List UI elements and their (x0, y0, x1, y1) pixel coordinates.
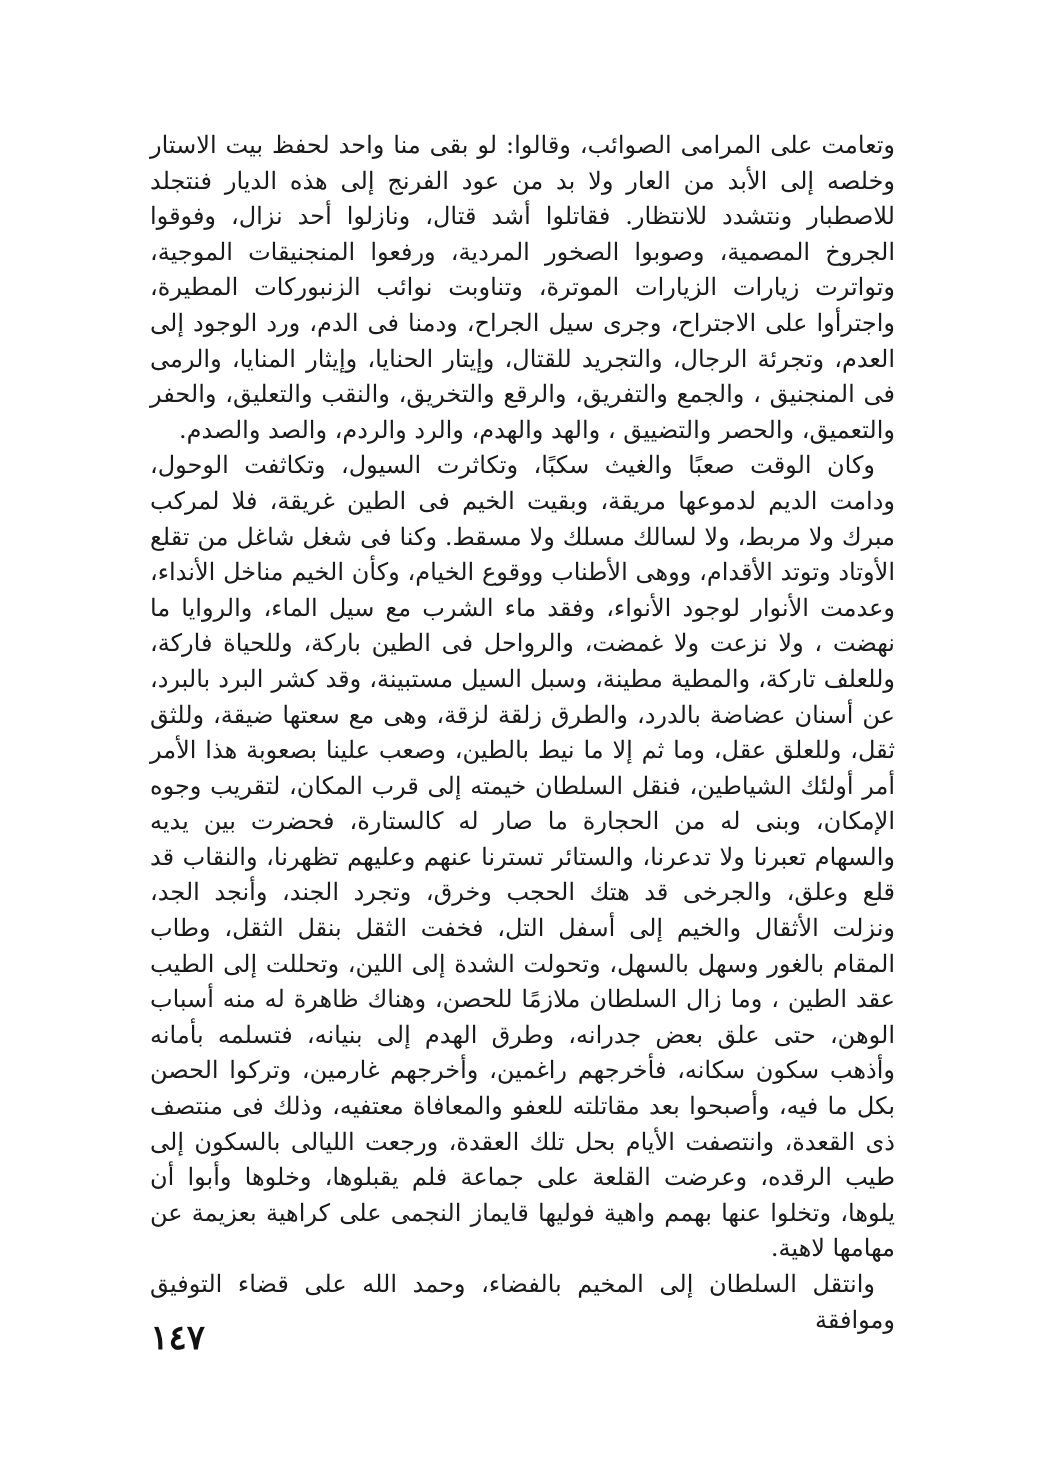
page-number: ١٤٧ (150, 1318, 205, 1358)
paragraph-2: وكان الوقت صعبًا والغيث سكبًا، وتكاثرت السيول، وتكاثفت الوحول، ودامت الديم لدموعها مريقة، وبقيت الخيم فى الطين غريقة، فلا لمركب مبرك ولا مربط، ولا لسالك مسلك ولا مسقط. وكنا فى شغل شاغل من تقلع الأوتاد وتوتد الأقدام، ووهى الأطناب ووقوع الخيام، وكأن الخيم مناخل الأنداء، وعدمت الأنوار لوجود الأنواء، وفقد ماء الشرب مع سيل الماء، والروايا ما نهضت ، ولا نزعت ولا غمضت، والرواحل فى الطين باركة، وللحياة فاركة، وللعلف تاركة، والمطية مطينة، وسبل السيل مستبينة، وقد كشر البرد بالبرد، عن أسنان عضاضة بالدرد، والطرق زلقة لزقة، وهى مع سعتها ضيقة، وللثق ثقل، وللعلق عقل، وما ثم إلا ما نيط بالطين، وصعب علينا بصعوبة هذا الأمر أمر أولئك الشياطين، فنقل السلطان خيمته إلى قرب المكان، لتقريب وجوه الإمكان، وبنى له من الحجارة ما صار له كالستارة، فحضرت بين يديه والسهام تعبرنا ولا تدعرنا، والستائر تسترنا عنهم وعليهم تظهرنا، والنقاب قد قلع وعلق، والجرخى قد هتك الحجب وخرق، وتجرد الجند، وأنجد الجد، ونزلت الأثقال والخيم إلى أسفل التل، فخفت الثقل بنقل الثقل، وطاب المقام بالغور وسهل بالسهل، وتحولت الشدة إلى اللين، وتحللت إلى الطيب عقد الطين ، وما زال السلطان ملازمًا للحصن، وهناك ظاهرة له منه أسباب الوهن، حتى علق بعض جدرانه، وطرق الهدم إلى بنيانه، فتسلمه بأمانه وأذهب سكون سكانه، فأخرجهم راغمين، وأخرجهم غارمين، وتركوا الحصن بكل ما فيه، وأصبحوا بعد مقاتلته للعفو والمعافاة معتفيه، وذلك فى منتصف ذى القعدة، وانتصفت الأيام بحل تلك العقدة، ورجعت الليالى بالسكون إلى طيب الرقده، وعرضت القلعة على جماعة فلم يقبلوها، وخلوها وأبوا أن يلوها، وتخلوا عنها بهمم واهية فوليها قايماز النجمى على كراهية بعزيمة عن مهامها لاهية. (150, 451, 896, 1263)
paragraph-3: وانتقل السلطان إلى المخيم بالفضاء، وحمد الله على قضاء التوفيق وموافقة (150, 1270, 895, 1334)
body-text (150, 128, 895, 1338)
paragraph-1: وتعامت على المرامى الصوائب، وقالوا: لو بقى منا واحد لحفظ بيت الاستار وخلصه إلى الأبد من العار ولا بد من عود الفرنج إلى هذه الديار فنتجلد للاصطبار ونتشدد للانتظار. فقاتلوا أشد قتال، ونازلوا أحد نزال، وفوقوا الجروخ المصمية، وصوبوا الصخور المردية، ورفعوا المنجنيقات الموجية، وتواترت زيارات الزيارات الموترة، وتناوبت نوائب الزنبوركات المطيرة، واجترأوا على الاجتراح، وجرى سيل الجراح، ودمنا فى الدم، ورد الوجود إلى العدم، وتجرئة الرجال، والتجريد للقتال، وإيتار الحنايا، وإيثار المنايا، والرمى فى المنجنيق ، والجمع والتفريق، والرقع والتخريق، والنقب والتعليق، والحفر والتعميق، والحصر والتضييق ، والهد والهدم، والرد والردم، والصد والصدم. (150, 131, 896, 444)
